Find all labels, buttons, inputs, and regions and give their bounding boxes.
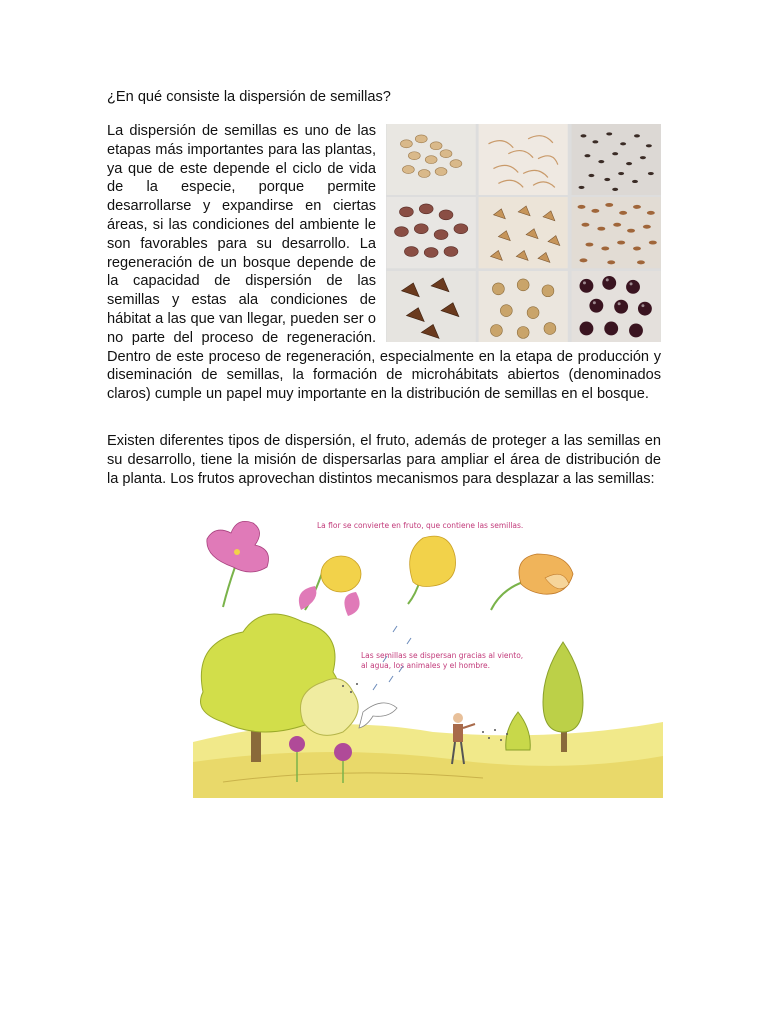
white-bird-icon xyxy=(359,703,397,728)
small-cone-tree-icon xyxy=(506,712,531,750)
pink-flower-icon xyxy=(207,521,269,607)
paragraph1-text: La dispersión de semillas es uno de las etapas más importantes para las plantas, ya que de este depende el ciclo de vida de la especie, porque permite desarrollarse y expandirse en ciertas áreas, si las condiciones del ambiente le son favorables para su desarrollo. La regeneración de un bosque depende de la capacidad de dispersión de las semillas y estas ala condiciones de hábitat a las que van llegar, pueden ser o no parte del proceso de regeneración. Dentro de este proceso de regeneración, especialmente en la etapa de producción y diseminación de semillas, la formación de microhábitats abiertos (denominados claros) cumple un papel muy importante en la distribución de semillas en el bosque. xyxy=(107,123,661,403)
seed-photo-triangular-nuts xyxy=(386,271,476,342)
landscape-scene xyxy=(193,614,663,798)
opening-fruit-seeds-icon xyxy=(491,554,573,610)
seed-photo-acorn-caps xyxy=(478,271,568,342)
paragraph-seed-dispersal xyxy=(107,122,661,404)
seed-photo-dark-berries xyxy=(571,271,661,342)
paragraph-dispersal-types: Existen diferentes tipos de dispersión, el fruto, además de proteger a las semillas en su desarrollo, tiene la misión de dispersarlas para ampliar el área de distribución de la planta. Los frutos aprovechan distintos mecanismos para desplazar a las semillas: xyxy=(107,433,661,487)
seed-photo-speckled-beans xyxy=(386,197,476,268)
wilting-flower-fruit-icon xyxy=(299,556,361,616)
illustration-caption-mid-line1: Las semillas se dispersan gracias al viento, xyxy=(361,651,524,660)
yellow-fruit-icon xyxy=(408,536,456,604)
seed-photo-grid xyxy=(386,124,661,342)
seed-photo-brown-grains xyxy=(571,197,661,268)
illustration-caption-mid-line2: al agua, los animales y el hombre. xyxy=(361,661,491,670)
seed-photo-dark-seeds xyxy=(571,124,661,195)
seed-photo-winged-seeds xyxy=(478,124,568,195)
illustration-caption-top: La flor se convierte en fruto, que contiene las semillas. xyxy=(317,521,524,530)
seed-photo-husked-seeds xyxy=(478,197,568,268)
seed-photo-pale-nuts xyxy=(386,124,476,195)
question-heading: ¿En qué consiste la dispersión de semillas? xyxy=(107,89,391,105)
seed-dispersal-illustration xyxy=(193,512,663,798)
